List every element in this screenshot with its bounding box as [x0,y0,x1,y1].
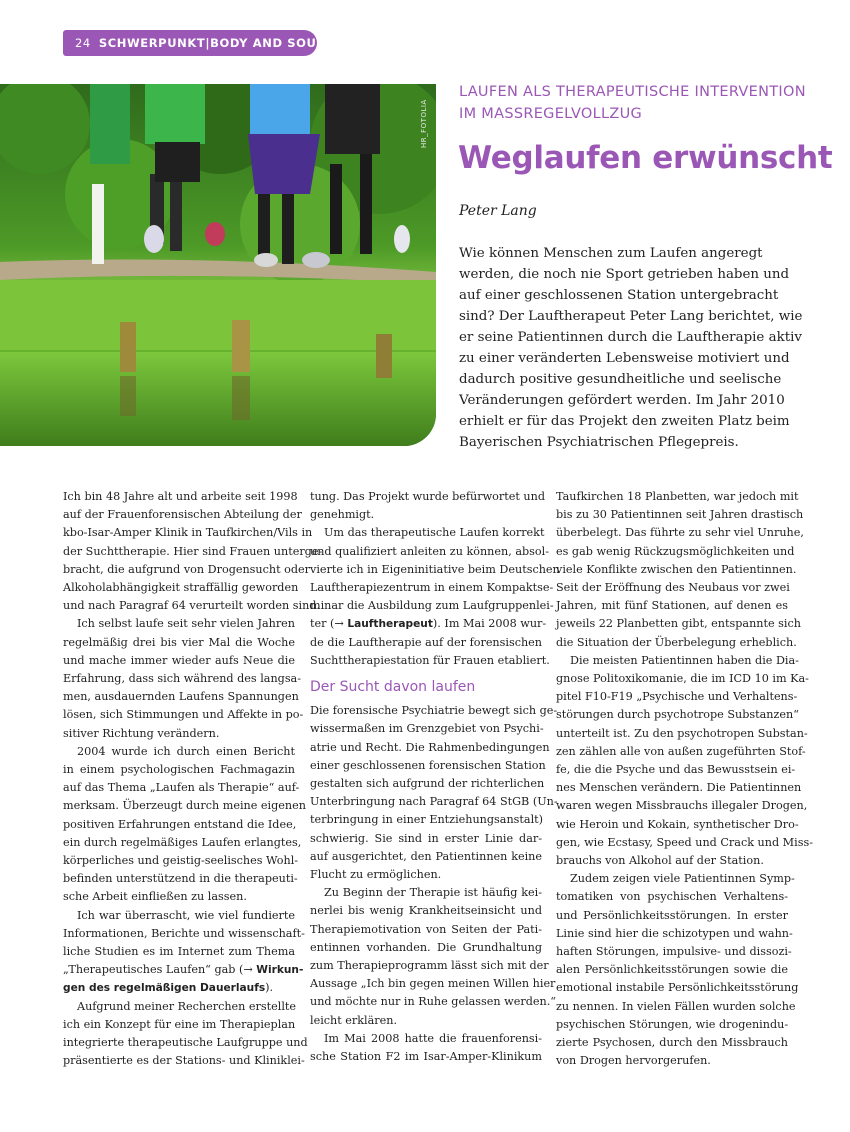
text-line: merksam. Überzeugt durch meine eigenen [63,799,306,813]
body-column-3 [556,488,813,1071]
cross-reference-link[interactable]: Lauftherapeut [347,618,433,631]
text-line: Therapiemotivation von Seiten der Pati- [310,922,542,936]
text-line: wie Heroin und Kokain, synthetischer Dro- [556,817,799,831]
text-line: genehmigt. [310,508,375,522]
text-line [310,615,547,633]
text-line: emotional instabile Persönlichkeitsstörung [556,981,799,995]
text-line: bracht, die aufgrund von Drogensucht oder [63,562,311,576]
article-author: Peter Lang [459,203,537,219]
text-line: Ich war überrascht, wie viel fundierte [77,908,295,922]
text-line: Jahren, mit fünf Stationen, auf denen es [556,599,788,613]
text-line: auf ausgerichtet, den Patientinnen keine [310,849,542,863]
text-line: zum Therapieprogramm lässt sich mit der [310,959,549,973]
page-number: 24 [75,36,91,50]
text-line: präsentierte es der Stations- und Kliniklei- [63,1054,305,1068]
text-segment: „Therapeutisches Laufen“ gab (→ [63,963,257,977]
text-line: Im Mai 2008 hatte die frauenforensi- [324,1031,542,1045]
text-line: auf der Frauenforensischen Abteilung der [63,508,302,522]
text-line: integrierte therapeutische Laufgruppe und [63,1036,308,1050]
text-line: gen, wie Ecstasy, Speed und Crack und Miss- [556,835,813,849]
text-line [63,979,295,997]
text-line: befinden unterstützend in die therapeuti- [63,872,298,886]
text-line: Seit der Eröffnung des Neubaus vor zwei [556,581,790,595]
text-line: Lauftherapiezentrum in einem Kompaktse- [310,581,554,595]
text-line: alen Persönlichkeitsstörungen sowie die [556,963,788,977]
text-line: einer geschlossenen forensischen Station [310,758,546,772]
lead-line: auf einer geschlossenen Station untergebracht [459,288,779,303]
section-subheading: Der Sucht davon laufen [310,679,476,696]
text-line: gnose Politoxikomanie, die im ICD 10 im Ka- [556,672,809,686]
text-line: bis zu 30 Patientinnen seit Jahren drastisch [556,508,804,522]
text-line: Informationen, Berichte und wissenschaft- [63,926,305,940]
text-line: Um das therapeutische Laufen korrekt [324,526,545,540]
text-line: schwierig. Sie sind in erster Linie dar- [310,831,542,845]
runners-photo [0,84,436,446]
text-line: nerlei bis wenig Krankheitseinsicht und [310,904,542,918]
text-line: von Drogen hervorgerufen. [556,1054,711,1068]
text-line: minar die Ausbildung zum Laufgruppenlei- [310,599,554,613]
text-line: die Situation der Überbelegung erheblich. [556,635,797,649]
text-line: 2004 wurde ich durch einen Bericht [77,744,295,758]
text-line: Flucht zu ermöglichen. [310,868,442,882]
text-line: kbo-Isar-Amper Klinik in Taufkirchen/Vils in [63,526,313,540]
text-line: sitiver Richtung verändern. [63,726,220,740]
text-line: in einem psychologischen Fachmagazin [63,763,295,777]
text-line: Linie sind hier die schizotypen und wahn- [556,926,793,940]
section-header [63,30,325,56]
lead-line: Wie können Menschen zum Laufen angeregt [459,246,763,261]
text-line: Taufkirchen 18 Planbetten, war jedoch mit [556,490,799,503]
kicker-line: IM MASSREGELVOLLZUG [459,106,643,122]
text-line: und mache immer wieder aufs Neue die [63,653,295,667]
text-line: positiven Erfahrungen entstand die Idee, [63,817,297,831]
text-line: es gab wenig Rückzugsmöglichkeiten und [556,544,795,558]
text-line: wissermaßen im Grenzgebiet von Psychi- [310,722,544,736]
text-line: entinnen vorhanden. Die Grundhaltung [310,940,542,954]
article-lead [459,243,803,453]
text-line: ich ein Konzept für eine im Therapieplan [63,1017,296,1031]
text-line: atrie und Recht. Die Rahmenbedingungen [310,740,550,754]
text-line: Unterbringung nach Paragraf 64 StGB (Un- [310,795,558,809]
photo-credit: HR_FOTOLIA [420,99,428,148]
text-line: Erfahrung, dass sich während des langsa- [63,672,302,686]
text-line: Aufgrund meiner Recherchen erstellte [77,999,297,1013]
text-line: terbringung in einer Entziehungsanstalt) [310,813,544,827]
text-line: de die Lauftherapie auf der forensischen [310,635,542,649]
text-line: Zudem zeigen viele Patientinnen Symp- [570,872,795,886]
text-line: tomatiken von psychischen Verhaltens- [556,890,788,904]
text-line: sche Arbeit einfließen zu lassen. [63,890,247,904]
text-line: vierte ich in Eigeninitiative beim Deutschen [310,562,560,576]
text-line: nes Menschen verändern. Die Patientinnen [556,781,802,795]
text-line: liche Studien es im Internet zum Thema [63,945,295,959]
text-line: störungen durch psychotrope Substanzen“ [556,708,799,722]
text-line: Ich selbst laufe seit sehr vielen Jahren [77,617,295,631]
text-line: regelmäßig drei bis vier Mal die Woche [63,635,295,649]
text-line: viele Konflikte zwischen den Patientinnen. [556,562,797,576]
cross-reference-link[interactable]: Wirkun- [256,964,304,977]
body-column-2 [310,488,560,1066]
text-line: fe, die die Psyche und das Bewusstsein ei- [556,763,796,777]
text-line: und Persönlichkeitsstörungen. In erster [556,908,788,922]
text-segment: ). [265,981,274,995]
text-line: überbelegt. Das führte zu sehr viel Unruhe, [556,526,804,540]
text-line: Aussage „Ich bin gegen meinen Willen hier [310,977,556,991]
text-line: psychischen Störungen, wie drogenindu- [556,1017,789,1031]
cross-reference-link[interactable]: gen des regelmäßigen Dauerlaufs [63,982,266,995]
text-line: der Suchttherapie. Hier sind Frauen unterge- [63,544,323,558]
text-line: und nach Paragraf 64 verurteilt worden sind. [63,599,321,613]
lead-line: er seine Patientinnen durch die Lauftherapie aktiv [459,330,802,345]
text-line: tung. Das Projekt wurde befürwortet und [310,490,545,503]
article-kicker [459,81,806,125]
text-line: körperliches und geistig-seelisches Wohl- [63,854,299,868]
text-line: brauchs von Alkohol auf der Station. [556,854,764,868]
text-line: auf das Thema „Laufen als Therapie“ auf- [63,781,300,795]
body-column-1 [63,488,323,1071]
lead-line: zu einer veränderten Lebensweise motiviert und [459,351,790,366]
kicker-line: LAUFEN ALS THERAPEUTISCHE INTERVENTION [459,84,806,100]
text-line: Zu Beginn der Therapie ist häufig kei- [324,886,542,900]
text-line: ein durch regelmäßiges Laufen erlangtes, [63,835,302,849]
text-line: Die forensische Psychiatrie bewegt sich ge- [310,704,558,718]
lead-line: Veränderungen gefördert werden. Im Jahr 2010 [459,393,785,408]
text-segment: ). Im Mai 2008 wur- [432,617,547,631]
text-line: leicht erklären. [310,1013,398,1027]
lead-line: dadurch positive gesundheitliche und seelische [459,372,782,387]
text-line: sche Station F2 im Isar-Amper-Klinikum [310,1050,542,1064]
article-title: Weglaufen erwünscht [458,140,833,176]
lead-line: Bayerischen Psychiatrischen Pflegepreis. [459,435,739,450]
text-line: jeweils 22 Planbetten gibt, entspannte sich [556,617,801,631]
text-segment: ter (→ [310,617,348,631]
lead-line: erhielt er für das Projekt den zweiten Platz beim [459,414,790,429]
text-line: zen zählen alle von außen zugeführten Stof- [556,744,806,758]
section-label: SCHWERPUNKT|BODY AND SOUL [98,36,325,50]
text-line: haften Störungen, impulsive- und dissozi- [556,945,792,959]
text-line: Alkoholabhängigkeit straffällig geworden [63,581,299,595]
text-line: und möchte nur in Ruhe gelassen werden.“ [310,995,556,1009]
text-line: unterteilt ist. Zu den psychotropen Substan- [556,726,808,740]
text-line: zu nennen. In vielen Fällen wurden solche [556,999,796,1013]
lead-line: werden, die noch nie Sport getrieben haben und [459,267,790,282]
text-line: Ich bin 48 Jahre alt und arbeite seit 1998 [63,490,298,503]
text-line: waren wegen Missbrauchs illegaler Drogen, [556,799,808,813]
text-line: men, ausdauernden Laufens Spannungen [63,690,299,704]
lead-line: sind? Der Lauftherapeut Peter Lang berichtet, wie [459,309,803,324]
text-line: Die meisten Patientinnen haben die Dia- [570,653,799,667]
text-line: gestalten sich aufgrund der richterlichen [310,777,545,791]
text-line: pitel F10-F19 „Psychische und Verhaltens- [556,690,798,704]
text-line: zierte Psychosen, durch den Missbrauch [556,1036,788,1050]
text-line: lösen, sich Stimmungen und Affekte in po- [63,708,304,722]
text-line: Suchttherapiestation für Frauen etabliert. [310,653,550,667]
text-line: und qualifiziert anleiten zu können, absol- [310,544,549,558]
text-line [63,961,304,979]
